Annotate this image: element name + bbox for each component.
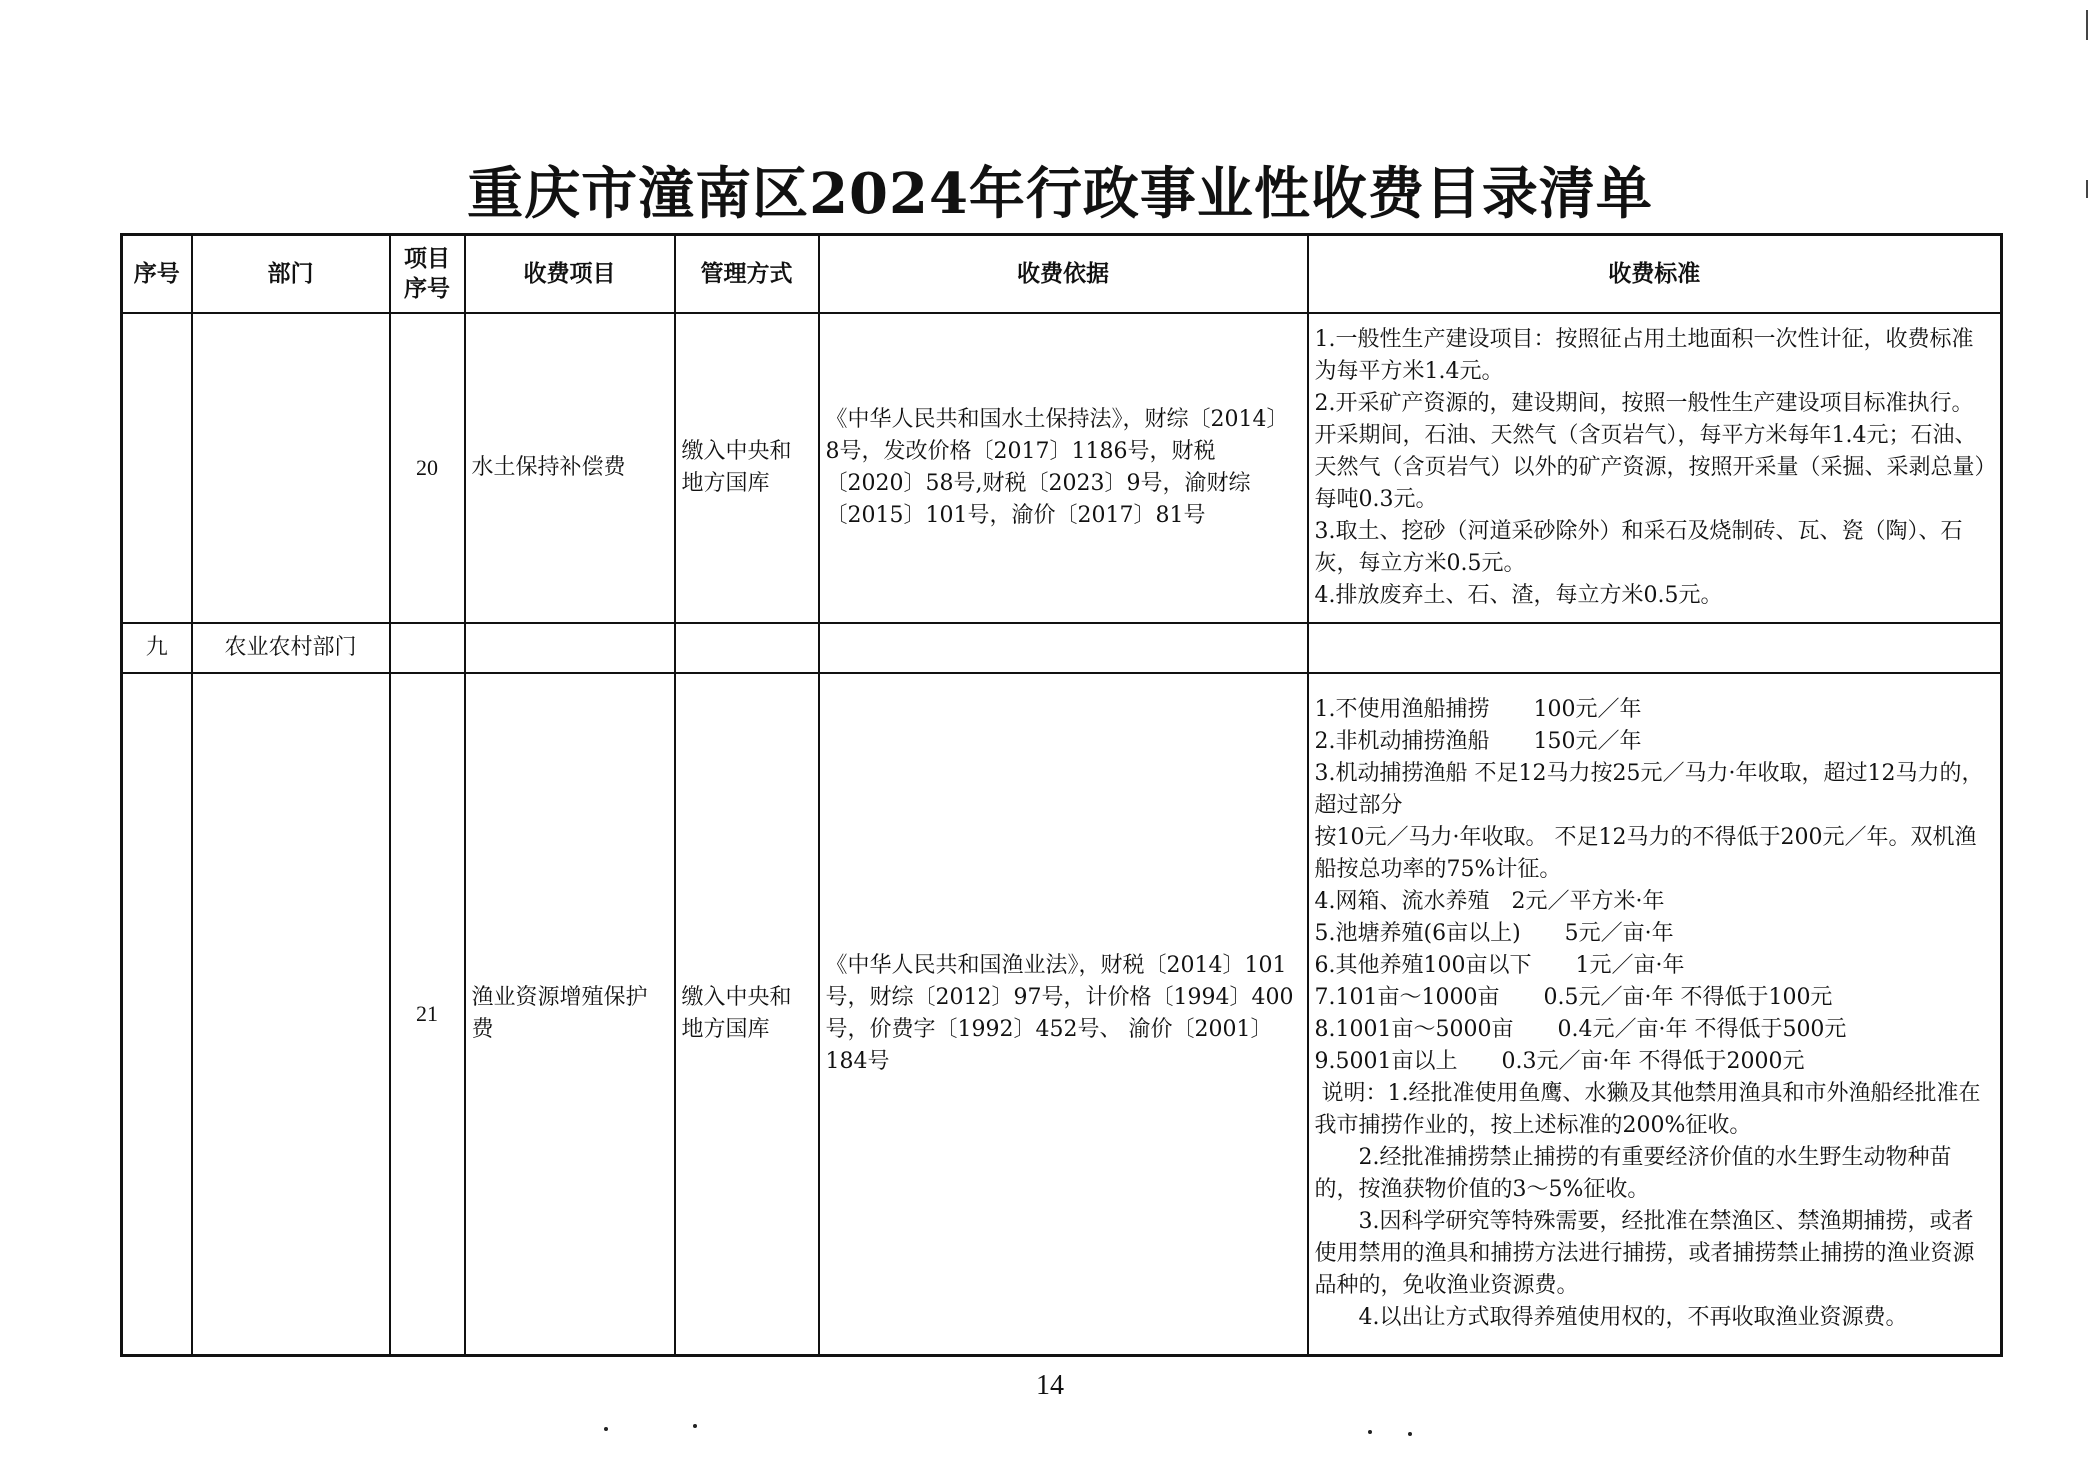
standard-line: 3.取土、挖砂（河道采砂除外）和采石及烧制砖、瓦、瓷（陶）、石灰，每立方米0.5元。: [1314, 518, 1963, 576]
table-header-row: [122, 235, 2002, 313]
section-empty-cell: [675, 623, 819, 673]
standard-note: 说明：1.经批准使用鱼鹰、水獭及其他禁用渔具和市外渔船经批准在我市捕捞作业的，按上述标准的200%征收。: [1314, 1080, 1981, 1138]
page-number: 14: [1036, 1370, 1064, 1401]
row-standard: [1308, 313, 2002, 623]
document-title: 重庆市潼南区2024年行政事业性收费目录清单: [467, 161, 1653, 227]
standard-line: 按10元／马力·年收取。 不足12马力的不得低于200元／年。双机渔船按总功率的75%计征。: [1314, 824, 1977, 882]
section-empty-cell: [465, 623, 675, 673]
standard-line: 4.网箱、流水养殖 2元／平方米·年: [1314, 888, 1665, 914]
table-row: [122, 313, 2002, 623]
row-item-seq: 21: [390, 673, 465, 1356]
scan-speck: [604, 1427, 608, 1431]
scan-edge-mark: [2086, 10, 2088, 40]
standard-note: 3.因科学研究等特殊需要，经批准在禁渔区、禁渔期捕捞，或者使用禁用的渔具和捕捞方法进行捕捞，或者捕捞禁止捕捞的渔业资源品种的，免收渔业资源费。: [1314, 1208, 1975, 1298]
row-item: 水土保持补偿费: [465, 313, 675, 623]
section-empty-cell: [1308, 623, 2002, 673]
row-item: 渔业资源增殖保护费: [465, 673, 675, 1356]
row-mgmt: 缴入中央和地方国库: [675, 313, 819, 623]
standard-line: 6.其他养殖100亩以下 1元／亩·年: [1314, 952, 1685, 978]
standard-line: 3.机动捕捞渔船 不足12马力按25元／马力·年收取，超过12马力的，超过部分: [1314, 760, 1984, 818]
scan-speck: [1368, 1430, 1372, 1434]
scan-speck: [1408, 1432, 1412, 1436]
section-row: [122, 623, 2002, 673]
scan-speck: [693, 1424, 697, 1428]
header-basis: 收费依据: [819, 235, 1308, 313]
standard-line: 9.5001亩以上 0.3元／亩·年 不得低于2000元: [1314, 1048, 1805, 1074]
row-basis: 《中华人民共和国水土保持法》，财综〔2014〕8号，发改价格〔2017〕1186号，财税〔2020〕58号,财税〔2023〕9号，渝财综〔2015〕101号，渝价〔2017〕81号: [819, 313, 1308, 623]
header-dept: 部门: [192, 235, 390, 313]
standard-line: 5.池塘养殖(6亩以上) 5元／亩·年: [1314, 920, 1674, 946]
fee-table: [120, 233, 2003, 1357]
section-seq: 九: [122, 623, 192, 673]
header-seq: 序号: [122, 235, 192, 313]
standard-line: 7.101亩～1000亩 0.5元／亩·年 不得低于100元: [1314, 984, 1833, 1010]
section-dept: 农业农村部门: [192, 623, 390, 673]
table-row: [122, 673, 2002, 1356]
header-item-seq-label: 项目序号: [404, 245, 450, 302]
row-seq: [122, 313, 192, 623]
standard-line: 1.一般性生产建设项目：按照征占用土地面积一次性计征，收费标准为每平方米1.4元。: [1314, 326, 1974, 384]
row-seq: [122, 673, 192, 1356]
standard-line: 2.非机动捕捞渔船 150元／年: [1314, 728, 1642, 754]
header-item: 收费项目: [465, 235, 675, 313]
row-dept: [192, 673, 390, 1356]
header-standard: 收费标准: [1308, 235, 2002, 313]
header-mgmt: 管理方式: [675, 235, 819, 313]
header-item-seq: [390, 235, 465, 313]
section-empty-cell: [819, 623, 1308, 673]
row-basis: 《中华人民共和国渔业法》，财税〔2014〕101号，财综〔2012〕97号，计价格〔1994〕400号，价费字〔1992〕452号、 渝价〔2001〕184号: [819, 673, 1308, 1356]
scan-edge-mark: [2086, 180, 2088, 198]
row-dept: [192, 313, 390, 623]
row-item-seq: 20: [390, 313, 465, 623]
standard-line: 2.开采矿产资源的，建设期间，按照一般性生产建设项目标准执行。开采期间，石油、天然气（含页岩气），每平方米每年1.4元；石油、天然气（含页岩气）以外的矿产资源，按照开采量（采掘、采剥总量）每吨0.3元。: [1314, 390, 1986, 512]
standard-line: 4.排放废弃土、石、渣，每立方米0.5元。: [1314, 582, 1723, 608]
row-standard: [1308, 673, 2002, 1356]
standard-note: 2.经批准捕捞禁止捕捞的有重要经济价值的水生野生动物种苗的，按渔获物价值的3～5%征收。: [1314, 1144, 1952, 1202]
row-mgmt: 缴入中央和地方国库: [675, 673, 819, 1356]
standard-line: 1.不使用渔船捕捞 100元／年: [1314, 696, 1642, 722]
standard-note: 4.以出让方式取得养殖使用权的，不再收取渔业资源费。: [1358, 1304, 1908, 1330]
section-empty-cell: [390, 623, 465, 673]
standard-line: 8.1001亩～5000亩 0.4元／亩·年 不得低于500元: [1314, 1016, 1847, 1042]
